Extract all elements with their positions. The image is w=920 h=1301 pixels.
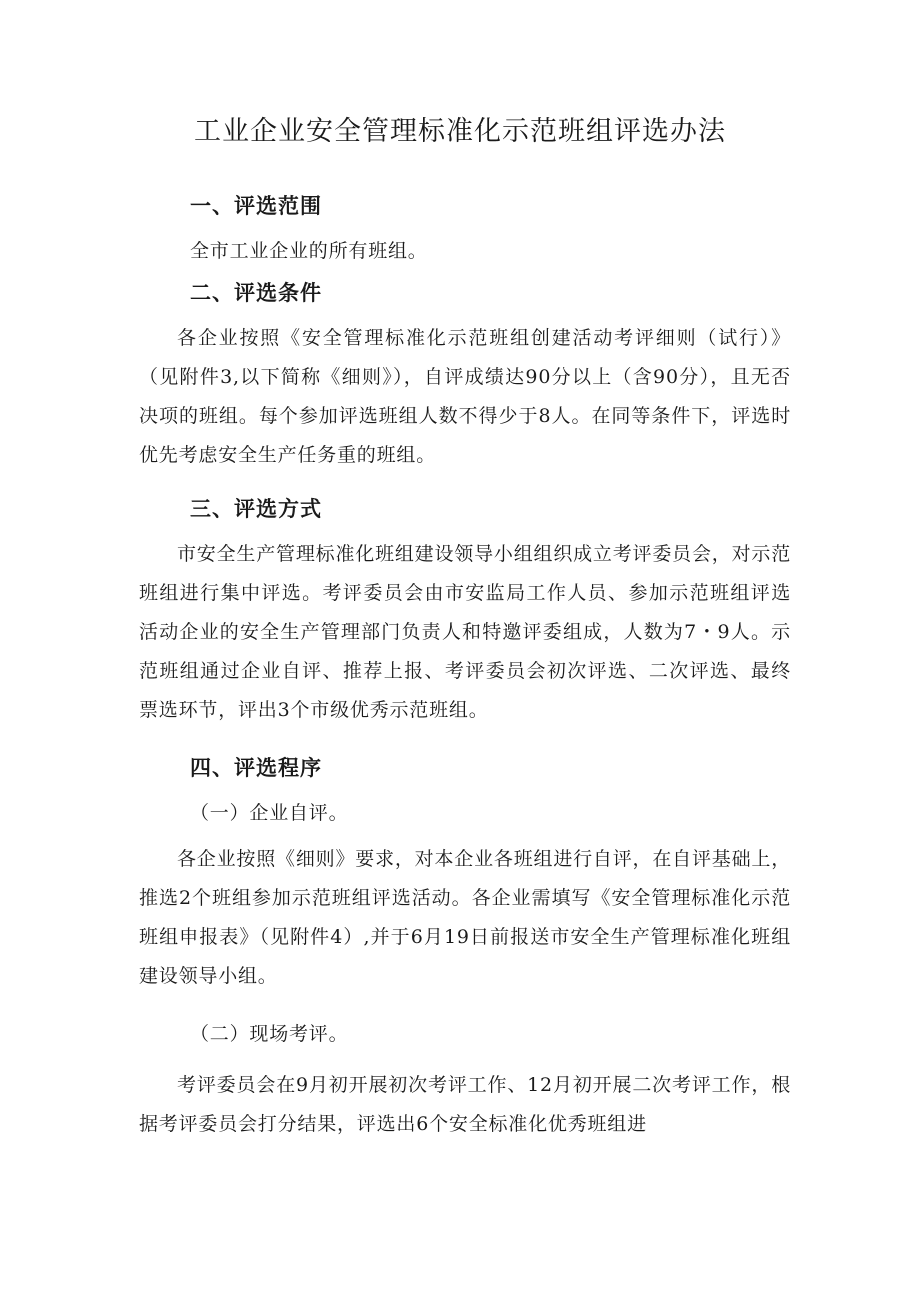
section-heading-scope: 一、评选范围 — [190, 194, 322, 218]
section-paragraph-scope: 全市工业企业的所有班组。 — [190, 240, 428, 262]
document-title: 工业企业安全管理标准化示范班组评选办法 — [194, 116, 726, 147]
subsection-paragraph-onsite-evaluation: 考评委员会在9月初开展初次考评工作、12月初开展二次考评工作，根据考评委员会打分结果，评选出6个安全标准化优秀班组进 — [139, 1074, 791, 1135]
subsection-heading-onsite-evaluation: （二）现场考评。 — [190, 1023, 349, 1045]
section-heading-conditions: 二、评选条件 — [190, 281, 322, 305]
section-heading-method: 三、评选方式 — [190, 497, 322, 521]
section-paragraph-conditions: 各企业按照《安全管理标准化示范班组创建活动考评细则（试行）》（见附件3,以下简称《细则》），自评成绩达90分以上（含90分），且无否决项的班组。每个参加评选班组人数不得少于8人。在同等条件下，评选时优先考虑安全生产任务重的班组。 — [139, 327, 791, 466]
section-heading-procedure: 四、评选程序 — [190, 756, 322, 780]
subsection-paragraph-self-evaluation: 各企业按照《细则》要求，对本企业各班组进行自评，在自评基础上，推选2个班组参加示范班组评选活动。各企业需填写《安全管理标准化示范班组申报表》（见附件4）,并于6月19日前报送市安全生产管理标准化班组建设领导小组。 — [139, 848, 791, 987]
section-paragraph-method: 市安全生产管理标准化班组建设领导小组组织成立考评委员会，对示范班组进行集中评选。考评委员会由市安监局工作人员、参加示范班组评选活动企业的安全生产管理部门负责人和特邀评委组成，人数为7・9人。示范班组通过企业自评、推荐上报、考评委员会初次评选、二次评选、最终票选环节，评出3个市级优秀示范班组。 — [139, 543, 791, 721]
subsection-heading-self-evaluation: （一）企业自评。 — [190, 802, 349, 824]
